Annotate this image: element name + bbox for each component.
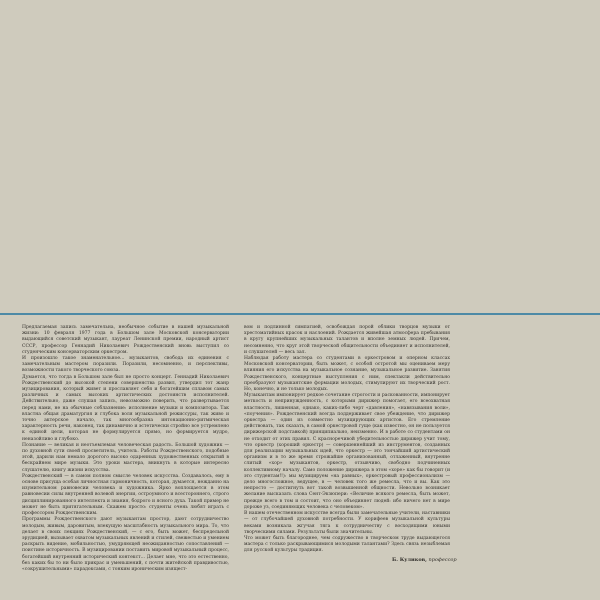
author-name: Б. Куликов, — [392, 557, 427, 563]
liner-notes-left-column: Предлагаемая запись замечательна, необычное событие в нашей музыкальной жизни: 10 февраля 1977 года в Большом зале Московской консерватории выдающийся советский музыкант, лауреат Ленинской премии, народный артист СССР, профессор Геннадий Николаевич Рождественский вновь выступил со студенческим консерваторским оркестром. И произошло такое знаменательное... музыкантов, свобода их единения с замечательным мастером поразили. Поразили, несомненно, и перспективы, возможности такого творческого союза. Думается, что тогда в Большом зале был не просто концерт. Геннадий Николаевич Рождественский до высокой степени совершенства развил, утвердил тот жанр музицирования, который живет и прославляет себя и богатейшим сплавом самых различных и самых высоких артистических достоинств исполнителей. Действительно, даже слушая запись, невозможно поверить, что развертывается перед нами, не на обычные соблазнение: исполнение музыки и композитора. Так властна общая драматургия и глубока воля музыкальной режиссуры, так живо и точно актерское начало, так многообразна интонационно-ритмическая характерность речи, наконец, так динамично и эстетически стройно все устремлено к единой цели, которая не формулируется прямо, но формируется мудро, неназойливо и глубоко. Познание — великая и неотъемлемая человеческая радость. Большой художник — по духовной сути своей просветитель, учитель. Работы Рождественского, подобные этой, дарили нам немало дорогого высоко одаренных художественных открытий в бескрайнем мире музыки. Это уроки мастера, вникнуть в которые интересно слушателю, книгу жизни искусства. Рождественский — в самом полном смысле человек искусства. Создавалось, ему в основе присуща особая личностная гармоничность, которая, думается, нежданно на изумительном равновесии человека и художника. Ярко воплощается в этом равновесии силы внутренней волевой энергии, остроумного и всестороннего, строго дисциплинированного интеллекта и знания, бодрого и ясного духа. Такой пример не может не быть притягательным. Скажем просто: студенты очень любят играть с профессором Рождественским. Программы Рождественского дают музыкантам простор, дают сотрудничество молодым, живым, даровитым, влекущую масштабность музыкального мира. То, что делает в своих лекциях Рождественский, — с его, быть может, беспредельной эрудицией, вызывает охватом музыкальных явлений и стилей, свежестью и умением раскрыть видение, мобильностью, умудряющей неожиданностью сопоставлений — поистине историчность. В музицировании поставить мировой музыкальный процесс, богатейший внутренний исторический контекст... Делает мне, что это естественно, без каких бы то ни было прикрас и уменьшений, с почти житейской правдивостью, «сокрушительными» парадоксами, с тонким ироническим изящест- — [22, 325, 229, 572]
author-signature — [392, 557, 457, 563]
liner-notes — [0, 315, 600, 600]
author-title: профессор — [426, 557, 457, 563]
liner-notes-right-column: вом и подлинной симпатией, освобождая порой облики творцов музыки от хрестоматийных красок и наслоений. Рождается живейшая атмосфера пребывания в кругу крупнейших музыкальных талантов и вполне земных людей. Причем, несомненно, что круг этой творческой общительности объединяет и исполнителей, и слушателей — весь зал. Наблюдая работу мастера со студентами в оркестровом и оперном классах Московской консерватории, быть может, с особой остротой мы оцениваем меру влияния его искусства на музыкальное сознание, музыкальное развитие. Занятия Рождественского, концертные выступления с ним, спектакли действительно преобразуют музыкантские формации молодых, стимулируют их творческий рост. Но, конечно, и не только молодых. Музыкантам импонирует редкое сочетание строгости и раскованности, импонирует меткость и непринужденность, с которыми дирижер помогает, его всеохватная властность, лишенная, однако, каких-либо черт «давления», «навязывания воли», «поучения». Рождественский всегда поддерживает свое убеждение, что дирижер оркестра — один из совместно музицирующих артистов. Его стремление действовать, так сказать, в самой оркестровой гуще (как известно, он не пользуется дирижерской подставкой) принципиально, неизменно. И в работе со студентами он не отходит от этих правил. С красноречивой убедительностью дирижер учит тому, что оркестр (хороший оркестр) — совершеннейший из инструментов, созданных для реализации музыкальных идей, что оркестр — это тончайший артистический организм и в то же время строжайше организованный, отлаженный, внутренне слитый «хор» музыкантов, оркестр, отзывчиво, свободно подчиненных коллективному началу. Само положение дирижера в этом «хоре» как бы говорит (и это студентам!!): мы музицируем «на равных», оркестровый профессионализм — дело многосложное, ведущее, в — человек того же ремесла, что и вы. Как это непросто — достигнуть вот такой возвышенной общности. Невольно возникает желание высказать слова Сент-Экзюпери: «Величие всякого ремесла, быть может, прежде всего в том и состоит, что оно объединяет людей: ибо ничего нет в мире дороже уз, соединяющих человека с человеком». В нашем отечественном искусстве всегда были замечательные учители, наставники — от глубочайшей духовной потребности. У корифеев музыкальной культуры веками возникала жгучая тяга к сотрудничеству с восходящими юными творческими силами. Результаты были значительны. Что может быть благороднее, чем содружество в творческом труде выдающегося мастера с только раскрывающимися молодыми талантами? Здесь связь незыблемая для русской культуры традиция. — [244, 325, 450, 554]
